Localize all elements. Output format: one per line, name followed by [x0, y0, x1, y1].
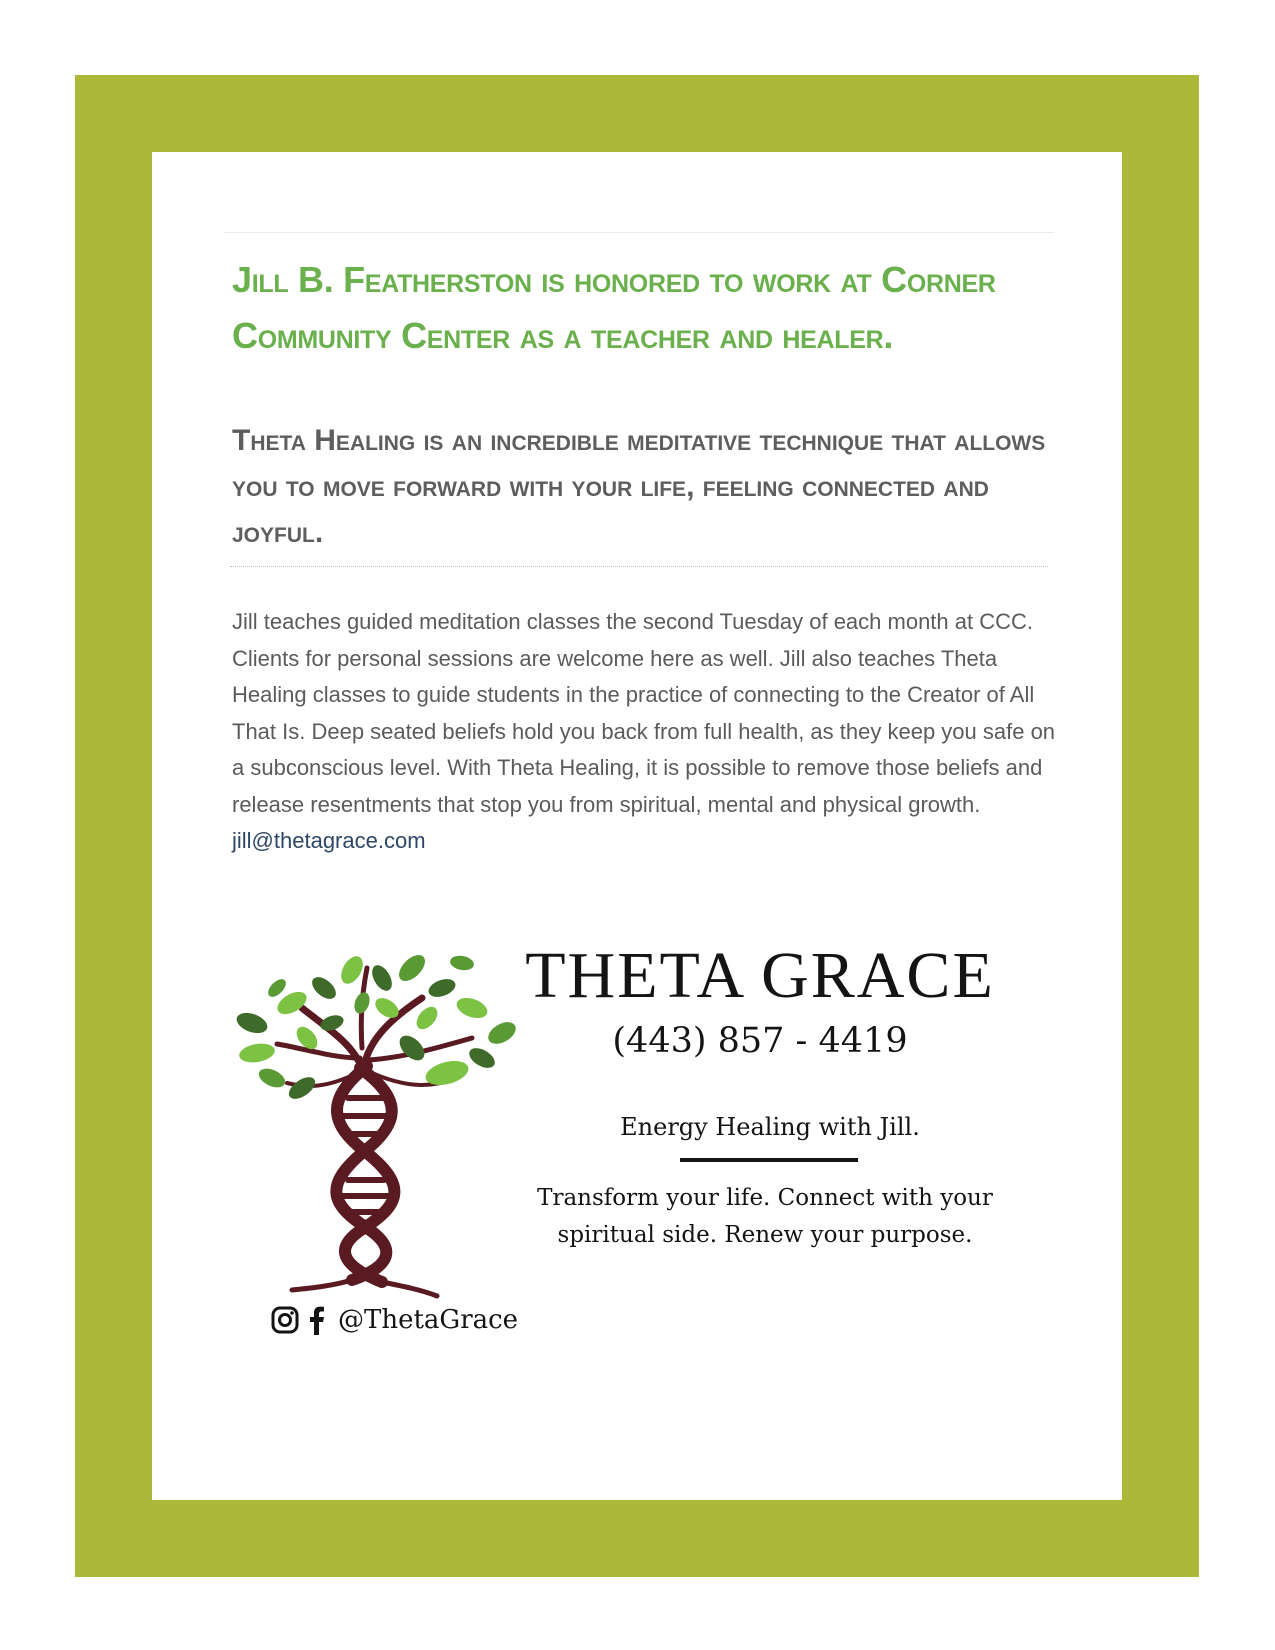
facebook-icon: [308, 1305, 326, 1335]
headline: Jill B. Featherston is honored to work at Corner Community Center as a teacher and healer.: [232, 259, 996, 356]
tagline: Energy Healing with Jill.: [620, 1113, 920, 1141]
top-divider: [224, 232, 1054, 233]
dotted-divider: [230, 566, 1048, 567]
social-handle: @ThetaGrace: [338, 1305, 519, 1335]
body-text: Jill teaches guided meditation classes the second Tuesday of each month at CCC. Clients for personal sessions are welcome here as well. Jill also teaches Theta Healing classes to guide students in the practice of connecting to the Creator of All That Is. Deep seated beliefs hold you back from full health, as they keep you safe on a subconscious level. With Theta Healing, it is possible to remove those beliefs and release resentments that stop you from spiritual, mental and physical growth.: [232, 609, 1056, 817]
subheadline: Theta Healing is an incredible meditative technique that allows you to move forward with your life, feeling connected and joyful.: [232, 424, 1046, 549]
social-row: [270, 1300, 518, 1340]
phone-number: (443) 857 - 4419: [612, 1021, 908, 1061]
brand-name: THETA GRACE: [525, 939, 995, 1012]
tagline-underline: [680, 1158, 858, 1162]
email-link[interactable]: jill@thetagrace.com: [232, 828, 426, 853]
instagram-icon: [270, 1305, 300, 1335]
body-paragraph: [232, 604, 1062, 860]
pitch-text: Transform your life. Connect with your spiritual side. Renew your purpose.: [537, 1185, 993, 1248]
